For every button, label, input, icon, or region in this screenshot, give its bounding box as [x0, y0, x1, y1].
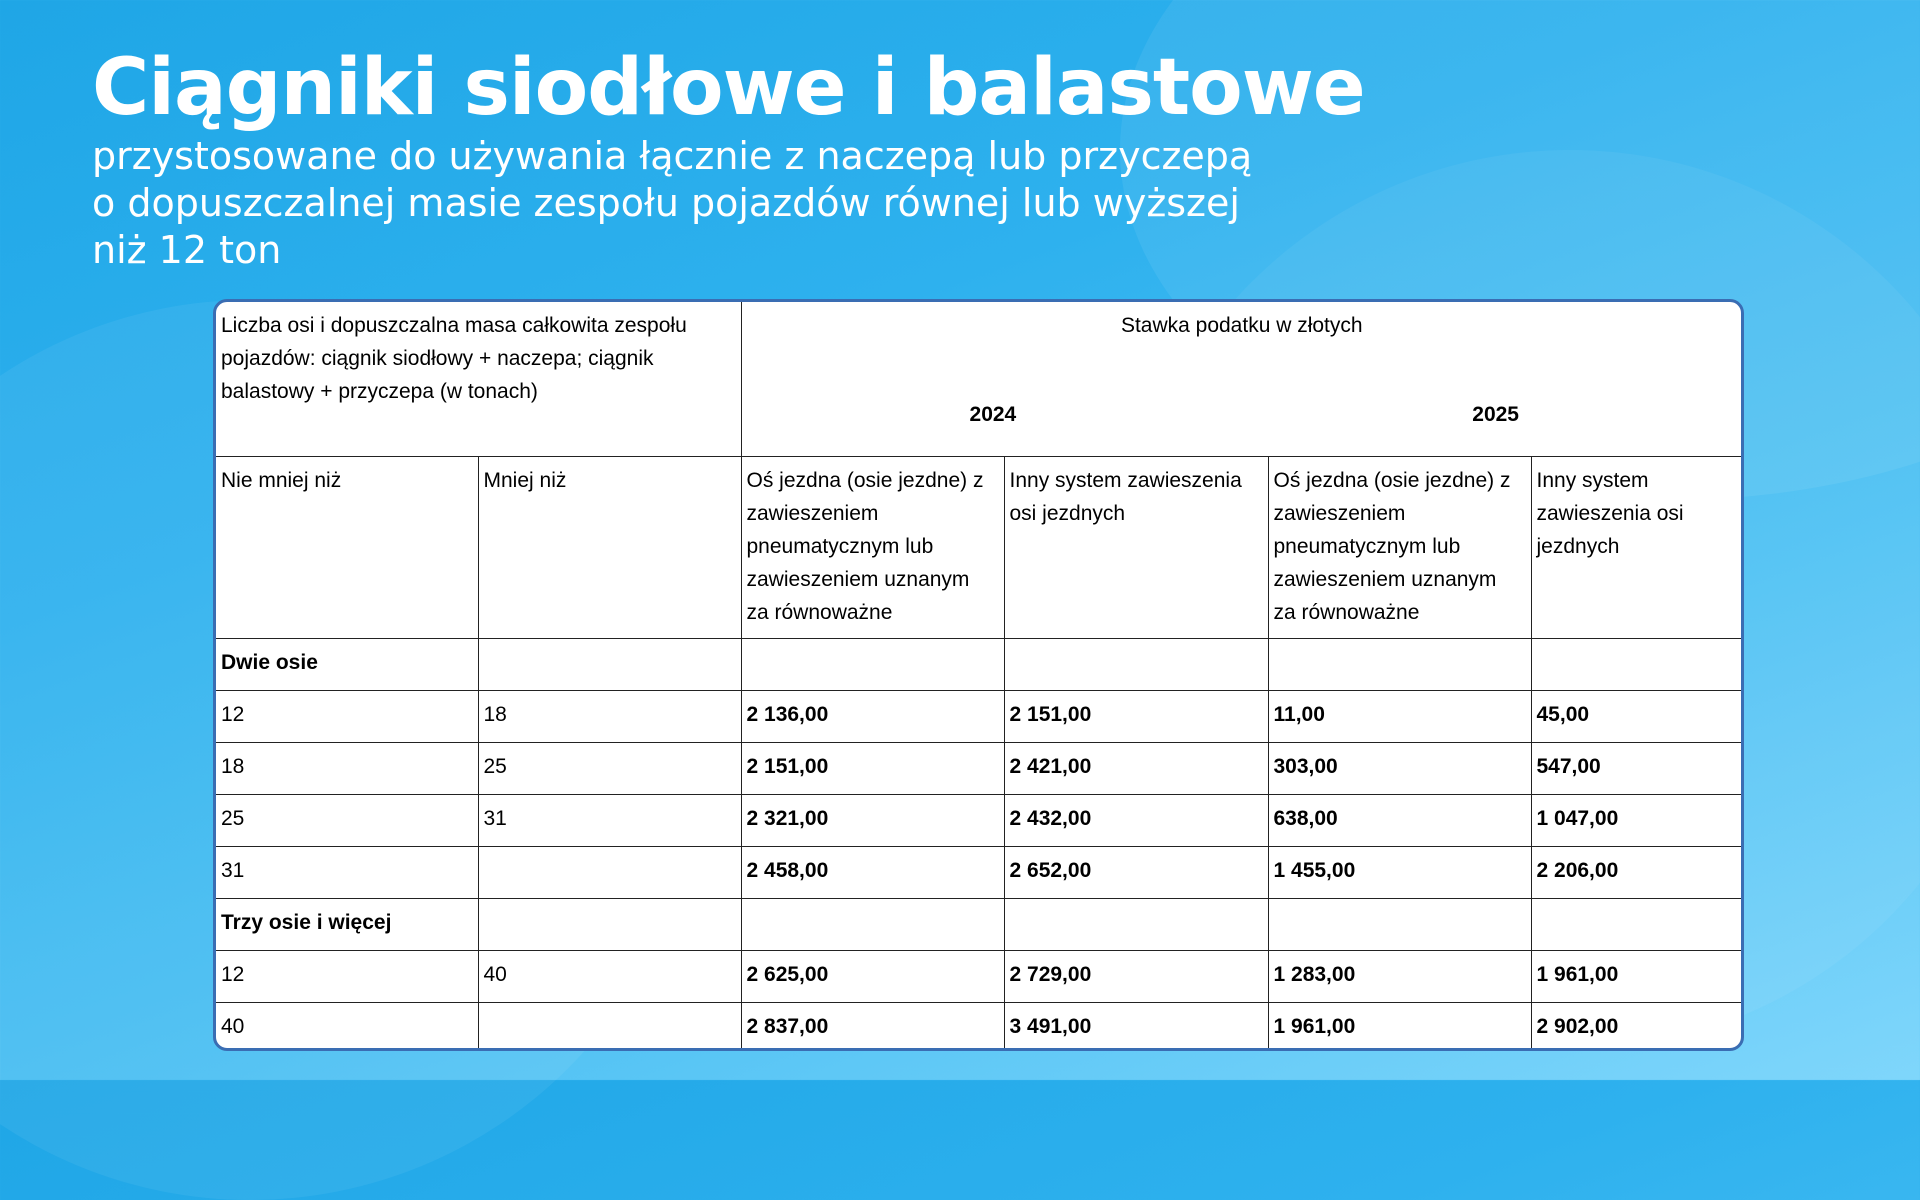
cell-pneumatic-2025: 1 961,00	[1268, 1002, 1531, 1051]
cell-other-2024: 2 432,00	[1004, 794, 1268, 846]
table-row	[216, 846, 1744, 898]
cell-pneumatic-2024: 2 837,00	[741, 1002, 1004, 1051]
cell-min: 25	[216, 794, 478, 846]
table-cell	[1004, 638, 1268, 690]
cell-min: 12	[216, 950, 478, 1002]
col-header-other-2025: Inny system zawieszenia osi jezdnych	[1531, 456, 1744, 638]
table-cell	[478, 898, 741, 950]
cell-max: 40	[478, 950, 741, 1002]
cell-other-2025: 45,00	[1531, 690, 1744, 742]
cell-min: 40	[216, 1002, 478, 1051]
cell-other-2025: 1 047,00	[1531, 794, 1744, 846]
tax-rate-table	[216, 302, 1744, 1051]
col-header-other-2024: Inny system zawieszenia osi jezdnych	[1004, 456, 1268, 638]
table-row	[216, 794, 1744, 846]
page-title: Ciągniki siodłowe i balastowe	[92, 43, 1365, 133]
table-cell	[1268, 898, 1531, 950]
cell-min: 18	[216, 742, 478, 794]
cell-max: 18	[478, 690, 741, 742]
tax-rate-table-card	[213, 299, 1744, 1051]
header-axles-mass: Liczba osi i dopuszczalna masa całkowita zespołu pojazdów: ciągnik siodłowy + naczepa; ciągnik balastowy + przyczepa (w tonach)	[216, 302, 741, 456]
cell-other-2025: 2 902,00	[1531, 1002, 1744, 1051]
cell-max: 25	[478, 742, 741, 794]
table-cell	[1531, 638, 1744, 690]
table-row	[216, 950, 1744, 1002]
table-row	[216, 690, 1744, 742]
cell-other-2025: 1 961,00	[1531, 950, 1744, 1002]
col-header-min: Nie mniej niż	[216, 456, 478, 638]
col-header-pneumatic-2025: Oś jezdna (osie jezdne) z zawieszeniem pneumatycznym lub zawieszeniem uznanym za równoważne	[1268, 456, 1531, 638]
section-row	[216, 638, 1744, 690]
table-cell	[1268, 638, 1531, 690]
cell-pneumatic-2024: 2 321,00	[741, 794, 1004, 846]
cell-pneumatic-2024: 2 136,00	[741, 690, 1004, 742]
section-row	[216, 898, 1744, 950]
col-header-pneumatic-2024: Oś jezdna (osie jezdne) z zawieszeniem pneumatycznym lub zawieszeniem uznanym za równoważne	[741, 456, 1004, 638]
cell-pneumatic-2024: 2 625,00	[741, 950, 1004, 1002]
cell-pneumatic-2024: 2 458,00	[741, 846, 1004, 898]
section-label: Trzy osie i więcej	[216, 898, 478, 950]
cell-other-2025: 2 206,00	[1531, 846, 1744, 898]
subtitle-line: przystosowane do używania łącznie z naczepą lub przyczepą	[92, 134, 1253, 178]
cell-other-2024: 2 729,00	[1004, 950, 1268, 1002]
cell-max: 31	[478, 794, 741, 846]
header-tax-rate	[741, 302, 1744, 456]
cell-pneumatic-2025: 1 455,00	[1268, 846, 1531, 898]
table-cell	[741, 638, 1004, 690]
cell-pneumatic-2025: 638,00	[1268, 794, 1531, 846]
cell-pneumatic-2024: 2 151,00	[741, 742, 1004, 794]
subtitle-line: niż 12 ton	[92, 228, 282, 272]
year-2024-label: 2024	[969, 403, 1017, 426]
section-label: Dwie osie	[216, 638, 478, 690]
header-tax-rate-label: Stawka podatku w złotych	[1120, 314, 1363, 337]
table-row	[216, 742, 1744, 794]
table-cell	[1531, 898, 1744, 950]
col-header-max: Mniej niż	[478, 456, 741, 638]
cell-min: 31	[216, 846, 478, 898]
table-cell	[478, 638, 741, 690]
table-cell	[741, 898, 1004, 950]
cell-other-2024: 3 491,00	[1004, 1002, 1268, 1051]
cell-max	[478, 846, 741, 898]
cell-other-2024: 2 652,00	[1004, 846, 1268, 898]
cell-min: 12	[216, 690, 478, 742]
table-subheader-row	[216, 456, 1744, 638]
cell-other-2024: 2 151,00	[1004, 690, 1268, 742]
cell-other-2025: 547,00	[1531, 742, 1744, 794]
table-row	[216, 1002, 1744, 1051]
subtitle-line: o dopuszczalnej masie zespołu pojazdów równej lub wyższej	[92, 181, 1240, 225]
header-years	[742, 398, 1745, 431]
table-header-row	[216, 302, 1744, 456]
page-subtitle	[92, 133, 1392, 274]
table-cell	[1004, 898, 1268, 950]
cell-max	[478, 1002, 741, 1051]
cell-pneumatic-2025: 303,00	[1268, 742, 1531, 794]
cell-pneumatic-2025: 1 283,00	[1268, 950, 1531, 1002]
cell-other-2024: 2 421,00	[1004, 742, 1268, 794]
cell-pneumatic-2025: 11,00	[1268, 690, 1531, 742]
year-2025-label: 2025	[1472, 403, 1519, 426]
